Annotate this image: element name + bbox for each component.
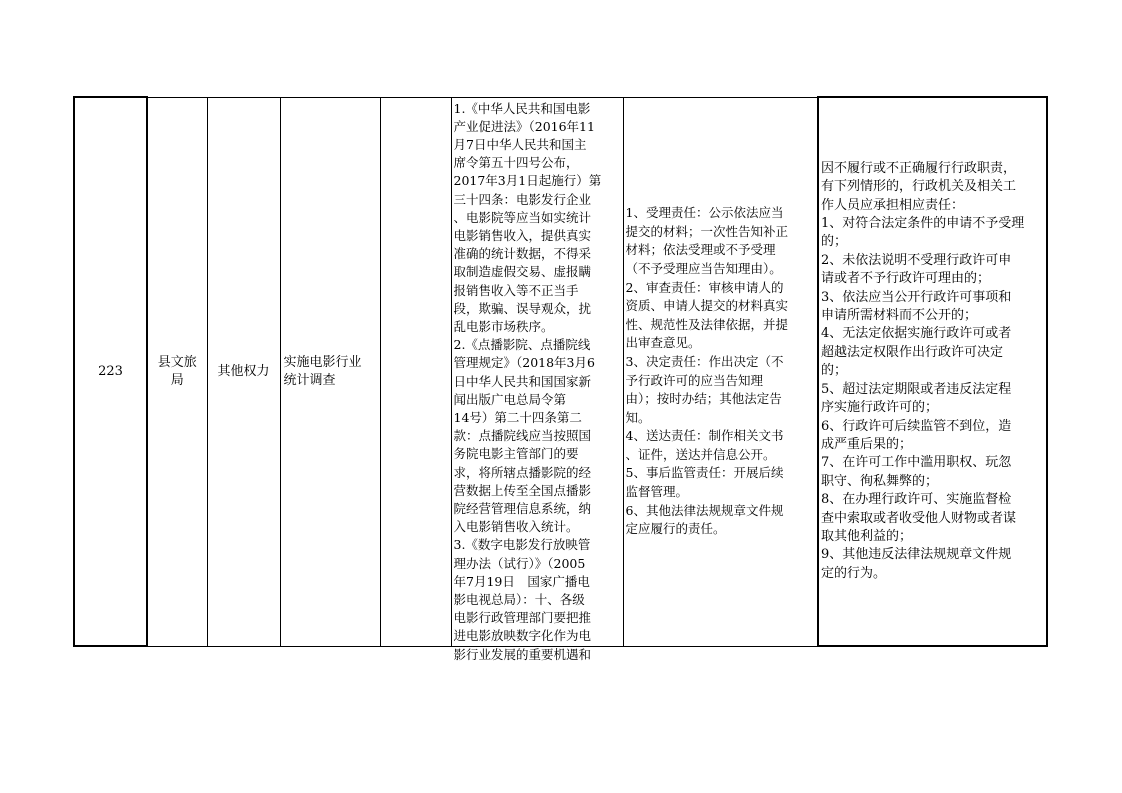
legal-basis: 1.《中华人民共和国电影 产业促进法》（2016年11 月7日中华人民共和国主 席令第五十四号公布， 2017年3月1日起施行）第 三十四条：电影发行企业 、电影院等应当如实统计 电影销售收入，提供真实 准确的统计数据，不得采 取制造虚假交易、虚报瞒 报销售收入等不正当手 段，欺骗、误导观众，扰 乱电影市场秩序。 2.《点播影院、点播院线 管理规定》（2018年3月6 日中华人民共和国国家新 闻出版广电总局令第 14号）第二十四条第二 款：点播院线应当按照国 务院电影主管部门的要 求，将所辖点播影院的经 营数据上传至全国点播影 院经营管理信息系统，纳 入电影销售收入统计。 3.《数字电影发行放映管 理办法（试行）》（2005 年7月19日 国家广播电 影电视总局）：十、各级 电影行政管理部门要把推 进电影放映数字化作为电 影行业发展的重要机遇和: [453, 100, 602, 662]
row-index-cell: [74, 97, 147, 646]
sub-item-cell: [380, 97, 451, 646]
power-list-table: [73, 96, 1048, 662]
power-type: 其他权力: [217, 363, 270, 379]
accountability-cell: [818, 97, 1047, 646]
department-cell: [147, 97, 207, 646]
accountability: 因不履行或不正确履行行政职责， 有下列情形的，行政机关及相关工 作人员应承担相应责任： 1、对符合法定条件的申请不予受理 的； 2、未依法说明不受理行政许可申 请或者不予行政许可理由的； 3、依法应当公开行政许可事项和 申请所需材料而不公开的； 4、无法定依据实施行政许可或者 超越法定权限作出行政许可决定 的； 5、超过法定期限或者违反法定程 序实施行政许可的； 6、行政许可后续监管不到位，造 成严重后果的； 7、在许可工作中滥用职权、玩忽 职守、徇私舞弊的； 8、在办理行政许可、实施监督检 查中索取或者收受他人财物或者谋 取其他利益的； 9、其他违反法律法规规章文件规 定的行为。: [821, 160, 1025, 581]
legal-basis-cell: [451, 97, 623, 662]
item-name: 实施电影行业 统计调查: [283, 354, 362, 388]
department: 县文旅 局: [157, 354, 197, 388]
table-row: [74, 97, 1047, 646]
power-type-cell: [207, 97, 280, 646]
responsibility: 1、受理责任：公示依法应当 提交的材料；一次性告知补正 材料；依法受理或不予受理 （不予受理应当告知理由）。 2、审查责任：审核申请人的 资质、申请人提交的材料真实 性、规范性及法律依据，并提 出审查意见。 3、决定责任：作出决定（不 予行政许可的应当告知理 由）；按时办结；其他法定告 知。 4、送达责任：制作相关文书 、证件，送达并信息公开。 5、事后监管责任：开展后续 监督管理。 6、其他法律法规规章文件规 定应履行的责任。: [625, 205, 789, 537]
item-name-cell: [280, 97, 380, 646]
row-index: 223: [98, 363, 123, 379]
responsibility-cell: [623, 97, 818, 646]
